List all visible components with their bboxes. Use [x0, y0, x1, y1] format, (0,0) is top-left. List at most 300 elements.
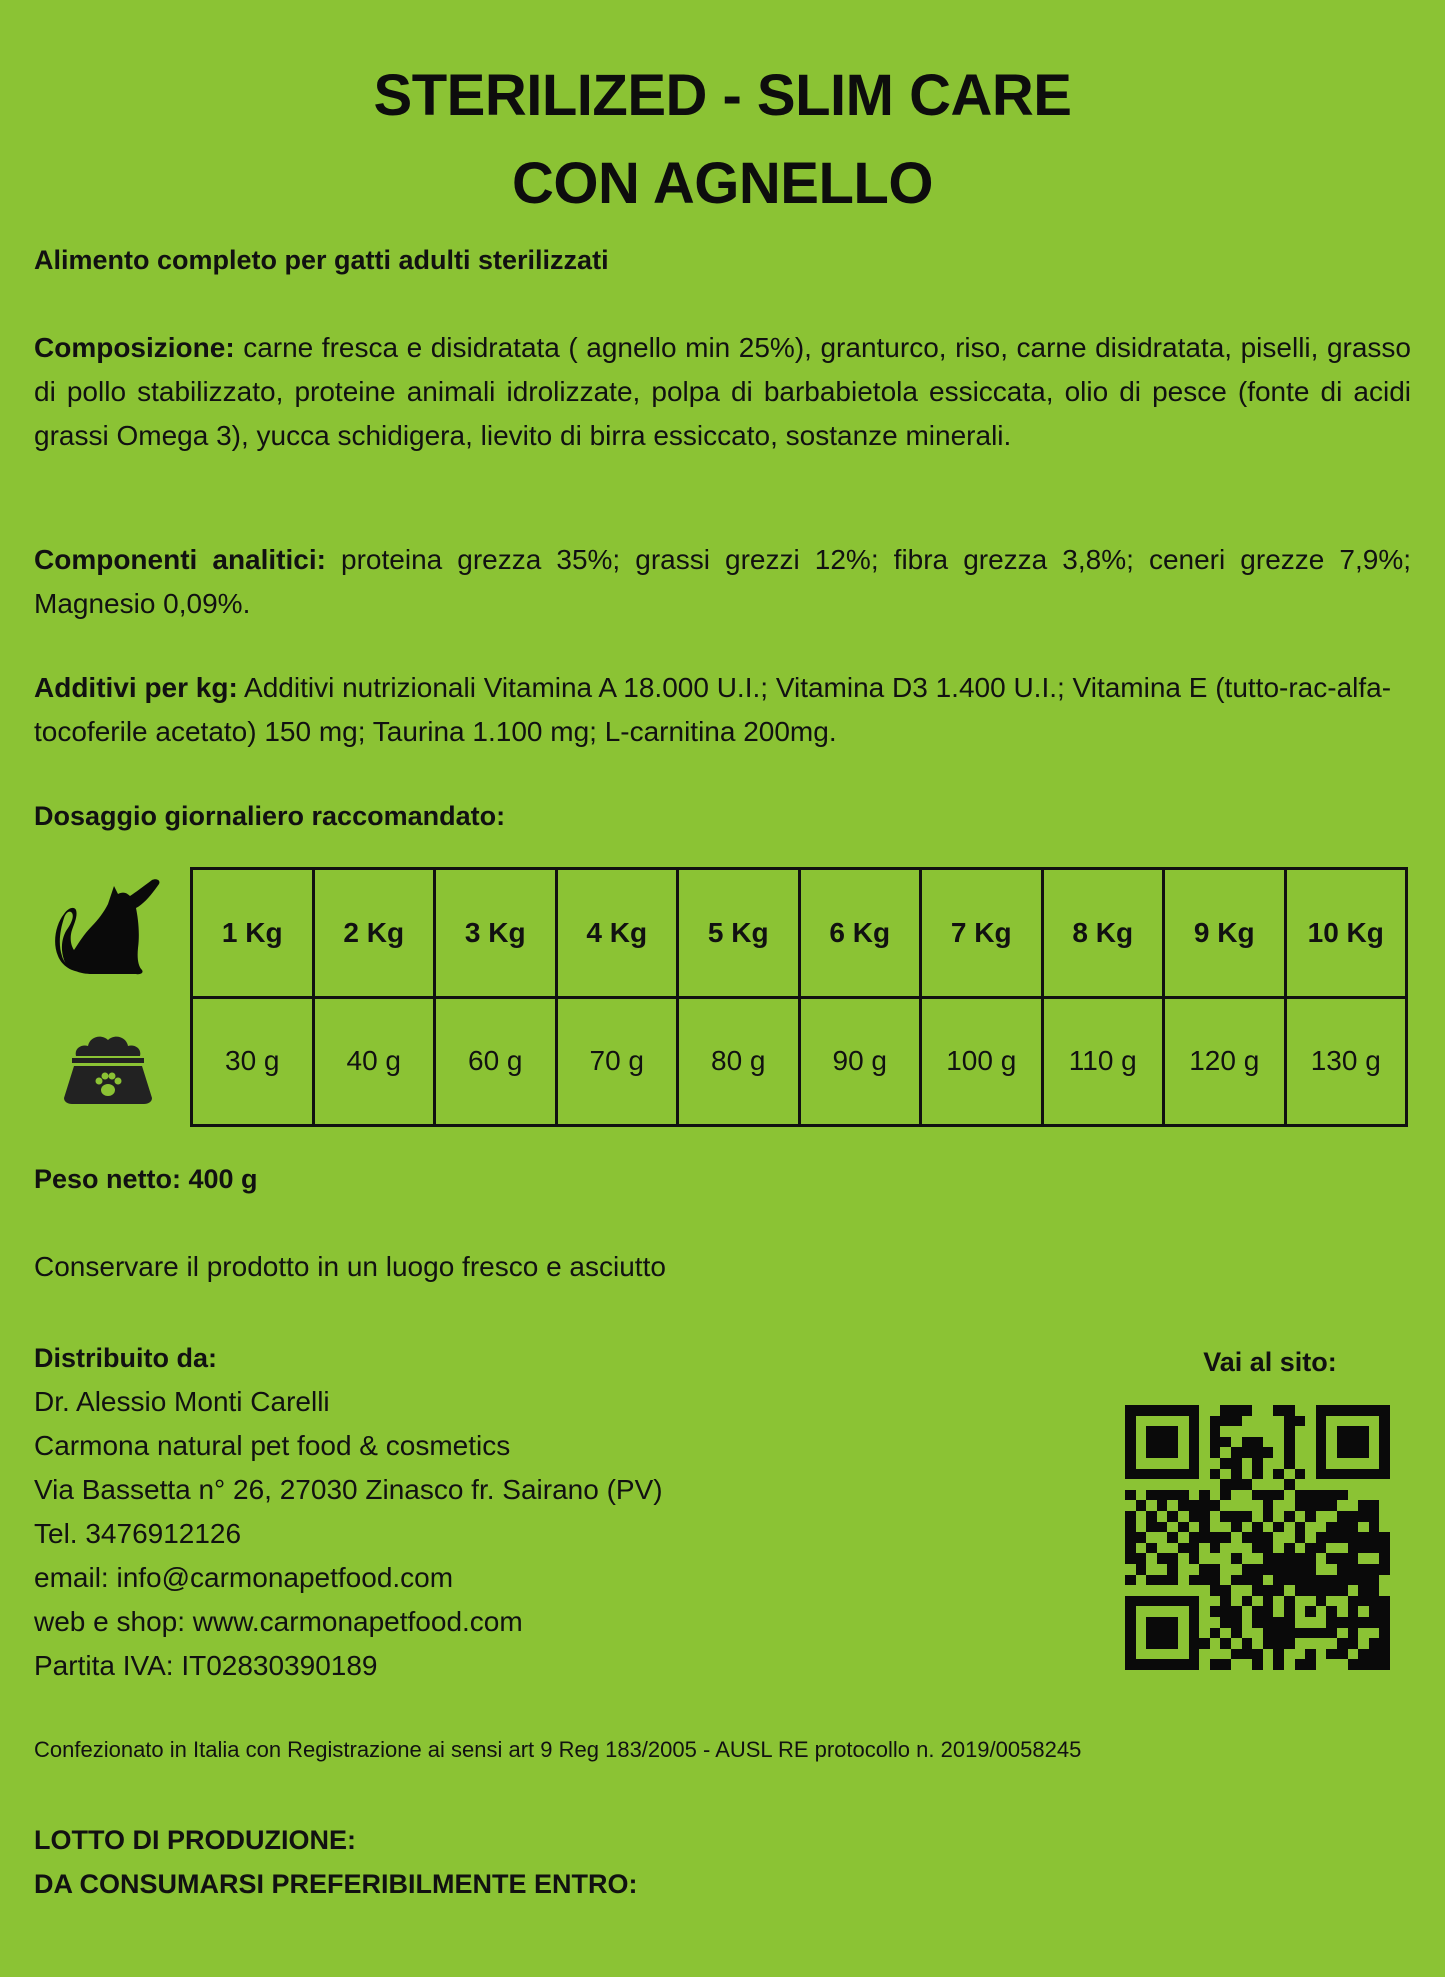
qr-module — [1220, 1638, 1231, 1649]
qr-module — [1125, 1659, 1136, 1670]
qr-module — [1231, 1638, 1242, 1649]
qr-module — [1348, 1659, 1359, 1670]
qr-module — [1305, 1416, 1316, 1427]
qr-module — [1326, 1532, 1337, 1543]
qr-module — [1316, 1575, 1327, 1586]
qr-module — [1263, 1437, 1274, 1448]
qr-module — [1125, 1511, 1136, 1522]
qr-module — [1210, 1659, 1221, 1670]
qr-module — [1305, 1585, 1316, 1596]
distributor-email: email: info@carmonapetfood.com — [34, 1562, 454, 1593]
qr-module — [1295, 1405, 1306, 1416]
qr-module — [1284, 1649, 1295, 1660]
qr-module — [1231, 1479, 1242, 1490]
qr-module — [1167, 1458, 1178, 1469]
qr-module — [1231, 1532, 1242, 1543]
analytical-text: proteina grezza 35%; grassi grezzi 12%; fibra grezza 3,8%; ceneri grezze 7,9%; Magnesio 0,09%. — [34, 544, 1411, 619]
qr-module — [1316, 1596, 1327, 1607]
qr-module — [1231, 1564, 1242, 1575]
qr-module — [1242, 1553, 1253, 1564]
qr-module — [1263, 1564, 1274, 1575]
qr-module — [1136, 1511, 1147, 1522]
qr-module — [1337, 1500, 1348, 1511]
qr-module — [1231, 1437, 1242, 1448]
qr-module — [1146, 1532, 1157, 1543]
qr-module — [1189, 1543, 1200, 1554]
qr-module — [1316, 1606, 1327, 1617]
qr-module — [1146, 1617, 1157, 1628]
qr-module — [1242, 1469, 1253, 1480]
qr-module — [1231, 1659, 1242, 1670]
qr-module — [1273, 1606, 1284, 1617]
weight-cell: 4 Kg — [556, 869, 678, 998]
qr-module — [1379, 1543, 1390, 1554]
qr-label: Vai al sito: — [1203, 1347, 1337, 1377]
qr-module — [1199, 1458, 1210, 1469]
qr-module — [1210, 1617, 1221, 1628]
qr-module — [1284, 1479, 1295, 1490]
qr-module — [1178, 1479, 1189, 1490]
qr-module — [1199, 1617, 1210, 1628]
qr-module — [1369, 1628, 1380, 1639]
additives-section — [34, 666, 1411, 754]
qr-module — [1146, 1447, 1157, 1458]
qr-module — [1295, 1447, 1306, 1458]
qr-module — [1125, 1437, 1136, 1448]
qr-module — [1167, 1405, 1178, 1416]
qr-module — [1284, 1638, 1295, 1649]
qr-module — [1273, 1405, 1284, 1416]
qr-module — [1199, 1522, 1210, 1533]
qr-module — [1358, 1532, 1369, 1543]
qr-module — [1284, 1543, 1295, 1554]
weight-cell: 2 Kg — [313, 869, 435, 998]
qr-module — [1220, 1469, 1231, 1480]
qr-module — [1326, 1469, 1337, 1480]
qr-module — [1348, 1490, 1359, 1501]
qr-module — [1199, 1649, 1210, 1660]
qr-module — [1337, 1511, 1348, 1522]
qr-module — [1189, 1532, 1200, 1543]
qr-module — [1189, 1617, 1200, 1628]
qr-module — [1337, 1447, 1348, 1458]
qr-module — [1210, 1638, 1221, 1649]
qr-module — [1305, 1511, 1316, 1522]
qr-module — [1178, 1553, 1189, 1564]
qr-module — [1369, 1479, 1380, 1490]
qr-module — [1189, 1585, 1200, 1596]
qr-module — [1284, 1564, 1295, 1575]
qr-module — [1379, 1479, 1390, 1490]
qr-module — [1379, 1585, 1390, 1596]
qr-module — [1231, 1522, 1242, 1533]
qr-module — [1379, 1416, 1390, 1427]
qr-module — [1284, 1659, 1295, 1670]
qr-module — [1242, 1500, 1253, 1511]
qr-module — [1379, 1500, 1390, 1511]
qr-module — [1242, 1458, 1253, 1469]
qr-module — [1146, 1543, 1157, 1554]
qr-module — [1231, 1490, 1242, 1501]
qr-module — [1263, 1553, 1274, 1564]
qr-module — [1316, 1437, 1327, 1448]
qr-module — [1295, 1659, 1306, 1670]
analytical-label: Componenti analitici: — [34, 544, 326, 575]
qr-module — [1326, 1543, 1337, 1554]
qr-module — [1295, 1638, 1306, 1649]
qr-module — [1136, 1564, 1147, 1575]
qr-module — [1326, 1416, 1337, 1427]
qr-module — [1369, 1522, 1380, 1533]
distributor-address: Via Bassetta n° 26, 27030 Zinasco fr. Sairano (PV) — [34, 1474, 663, 1505]
qr-module — [1305, 1447, 1316, 1458]
qr-module — [1358, 1437, 1369, 1448]
qr-module — [1252, 1575, 1263, 1586]
qr-module — [1337, 1628, 1348, 1639]
qr-module — [1220, 1617, 1231, 1628]
product-title-line2: CON AGNELLO — [512, 151, 933, 216]
qr-module — [1326, 1564, 1337, 1575]
qr-module — [1167, 1585, 1178, 1596]
qr-module — [1199, 1532, 1210, 1543]
cat-icon — [52, 878, 167, 978]
weight-cell: 7 Kg — [921, 869, 1043, 998]
qr-module — [1178, 1405, 1189, 1416]
qr-module — [1125, 1447, 1136, 1458]
qr-module — [1369, 1532, 1380, 1543]
qr-module — [1189, 1649, 1200, 1660]
qr-module — [1136, 1617, 1147, 1628]
qr-module — [1252, 1617, 1263, 1628]
qr-module — [1305, 1479, 1316, 1490]
qr-module — [1167, 1659, 1178, 1670]
qr-module — [1305, 1564, 1316, 1575]
qr-module — [1263, 1575, 1274, 1586]
qr-module — [1210, 1500, 1221, 1511]
qr-module — [1157, 1500, 1168, 1511]
qr-module — [1369, 1659, 1380, 1670]
qr-module — [1284, 1447, 1295, 1458]
qr-module — [1178, 1659, 1189, 1670]
qr-module — [1284, 1500, 1295, 1511]
qr-module — [1316, 1553, 1327, 1564]
qr-module — [1358, 1426, 1369, 1437]
qr-module — [1295, 1532, 1306, 1543]
qr-module — [1348, 1447, 1359, 1458]
qr-module — [1337, 1575, 1348, 1586]
qr-module — [1199, 1426, 1210, 1437]
qr-module — [1263, 1638, 1274, 1649]
qr-module — [1348, 1649, 1359, 1660]
qr-module — [1348, 1458, 1359, 1469]
qr-module — [1263, 1532, 1274, 1543]
qr-module — [1242, 1447, 1253, 1458]
qr-module — [1242, 1606, 1253, 1617]
qr-module — [1337, 1606, 1348, 1617]
qr-module — [1295, 1628, 1306, 1639]
qr-module — [1369, 1458, 1380, 1469]
qr-module — [1242, 1543, 1253, 1554]
qr-module — [1295, 1426, 1306, 1437]
qr-module — [1167, 1500, 1178, 1511]
qr-module — [1273, 1564, 1284, 1575]
qr-module — [1305, 1596, 1316, 1607]
qr-module — [1348, 1479, 1359, 1490]
qr-module — [1167, 1564, 1178, 1575]
qr-module — [1379, 1458, 1390, 1469]
qr-module — [1316, 1469, 1327, 1480]
qr-module — [1189, 1437, 1200, 1448]
qr-module — [1231, 1606, 1242, 1617]
qr-module — [1305, 1659, 1316, 1670]
storage-note: Conservare il prodotto in un luogo fresco e asciutto — [34, 1251, 666, 1282]
qr-module — [1305, 1490, 1316, 1501]
qr-module — [1369, 1437, 1380, 1448]
qr-module — [1210, 1447, 1221, 1458]
qr-module — [1136, 1575, 1147, 1586]
qr-module — [1242, 1532, 1253, 1543]
qr-module — [1252, 1564, 1263, 1575]
qr-module — [1146, 1469, 1157, 1480]
dosage-table — [190, 867, 1408, 1127]
qr-module — [1231, 1426, 1242, 1437]
qr-module — [1167, 1490, 1178, 1501]
qr-module — [1348, 1500, 1359, 1511]
qr-module — [1167, 1447, 1178, 1458]
qr-module — [1369, 1585, 1380, 1596]
qr-module — [1220, 1564, 1231, 1575]
qr-module — [1379, 1437, 1390, 1448]
qr-module — [1157, 1575, 1168, 1586]
qr-module — [1337, 1416, 1348, 1427]
qr-module — [1189, 1500, 1200, 1511]
qr-module — [1348, 1522, 1359, 1533]
qr-module — [1157, 1458, 1168, 1469]
qr-module — [1231, 1649, 1242, 1660]
qr-module — [1284, 1532, 1295, 1543]
qr-module — [1316, 1659, 1327, 1670]
qr-module — [1167, 1649, 1178, 1660]
qr-module — [1125, 1532, 1136, 1543]
qr-module — [1252, 1437, 1263, 1448]
qr-module — [1326, 1437, 1337, 1448]
qr-module — [1284, 1511, 1295, 1522]
additives-label: Additivi per kg: — [34, 672, 238, 703]
qr-module — [1146, 1659, 1157, 1670]
qr-module — [1379, 1649, 1390, 1660]
qr-module — [1178, 1458, 1189, 1469]
qr-module — [1337, 1458, 1348, 1469]
qr-module — [1157, 1405, 1168, 1416]
qr-module — [1348, 1437, 1359, 1448]
qr-module — [1252, 1659, 1263, 1670]
qr-module — [1220, 1416, 1231, 1427]
qr-module — [1136, 1522, 1147, 1533]
qr-module — [1252, 1543, 1263, 1554]
weight-cell: 5 Kg — [678, 869, 800, 998]
qr-module — [1231, 1543, 1242, 1554]
qr-module — [1210, 1469, 1221, 1480]
qr-module — [1379, 1596, 1390, 1607]
qr-module — [1358, 1543, 1369, 1554]
qr-module — [1136, 1447, 1147, 1458]
additives-text: Additivi nutrizionali Vitamina A 18.000 U.I.; Vitamina D3 1.400 U.I.; Vitamina E (tutto-rac-alfa-tocoferile acetato) 150 mg; Taurina 1.100 mg; L-carnitina 200mg. — [34, 672, 1392, 747]
qr-module — [1157, 1659, 1168, 1670]
qr-module — [1295, 1596, 1306, 1607]
qr-module — [1337, 1479, 1348, 1490]
qr-module — [1125, 1543, 1136, 1554]
qr-module — [1146, 1628, 1157, 1639]
qr-module — [1146, 1479, 1157, 1490]
qr-module — [1146, 1511, 1157, 1522]
grams-cell: 90 g — [799, 997, 921, 1126]
qr-module — [1220, 1490, 1231, 1501]
qr-module — [1189, 1511, 1200, 1522]
composition-section — [34, 326, 1411, 458]
qr-module — [1199, 1490, 1210, 1501]
composition-label: Composizione: — [34, 332, 235, 363]
qr-module — [1242, 1479, 1253, 1490]
qr-module — [1146, 1575, 1157, 1586]
qr-module — [1146, 1585, 1157, 1596]
qr-module — [1210, 1437, 1221, 1448]
qr-module — [1231, 1458, 1242, 1469]
qr-module — [1358, 1522, 1369, 1533]
qr-module — [1252, 1649, 1263, 1660]
qr-module — [1167, 1543, 1178, 1554]
qr-module — [1146, 1522, 1157, 1533]
qr-module — [1316, 1405, 1327, 1416]
qr-module — [1337, 1596, 1348, 1607]
qr-module — [1157, 1638, 1168, 1649]
qr-module — [1369, 1617, 1380, 1628]
qr-module — [1125, 1416, 1136, 1427]
qr-module — [1199, 1564, 1210, 1575]
qr-module — [1273, 1522, 1284, 1533]
qr-module — [1305, 1606, 1316, 1617]
qr-module — [1348, 1585, 1359, 1596]
qr-module — [1358, 1416, 1369, 1427]
qr-module — [1369, 1426, 1380, 1437]
qr-module — [1189, 1659, 1200, 1670]
qr-module — [1220, 1659, 1231, 1670]
qr-code[interactable] — [1125, 1405, 1390, 1670]
qr-module — [1189, 1628, 1200, 1639]
qr-module — [1295, 1606, 1306, 1617]
qr-module — [1178, 1469, 1189, 1480]
qr-module — [1326, 1458, 1337, 1469]
qr-module — [1210, 1553, 1221, 1564]
qr-module — [1273, 1416, 1284, 1427]
qr-module — [1284, 1606, 1295, 1617]
grams-cell: 40 g — [313, 997, 435, 1126]
qr-module — [1178, 1416, 1189, 1427]
qr-module — [1231, 1469, 1242, 1480]
qr-module — [1199, 1469, 1210, 1480]
qr-module — [1252, 1469, 1263, 1480]
qr-module — [1263, 1490, 1274, 1501]
qr-module — [1242, 1575, 1253, 1586]
qr-module — [1326, 1500, 1337, 1511]
qr-module — [1379, 1553, 1390, 1564]
qr-module — [1252, 1458, 1263, 1469]
qr-module — [1358, 1553, 1369, 1564]
qr-module — [1337, 1522, 1348, 1533]
qr-module — [1242, 1596, 1253, 1607]
qr-module — [1305, 1575, 1316, 1586]
qr-module — [1369, 1405, 1380, 1416]
qr-module — [1369, 1416, 1380, 1427]
qr-module — [1273, 1532, 1284, 1543]
qr-module — [1358, 1458, 1369, 1469]
qr-module — [1295, 1575, 1306, 1586]
qr-module — [1157, 1522, 1168, 1533]
qr-module — [1358, 1649, 1369, 1660]
qr-module — [1369, 1606, 1380, 1617]
qr-module — [1348, 1638, 1359, 1649]
qr-module — [1178, 1649, 1189, 1660]
qr-module — [1178, 1585, 1189, 1596]
qr-module — [1125, 1564, 1136, 1575]
qr-module — [1273, 1649, 1284, 1660]
qr-module — [1316, 1617, 1327, 1628]
qr-module — [1231, 1500, 1242, 1511]
qr-module — [1125, 1575, 1136, 1586]
qr-module — [1263, 1447, 1274, 1458]
qr-module — [1358, 1500, 1369, 1511]
qr-module — [1284, 1553, 1295, 1564]
qr-module — [1337, 1617, 1348, 1628]
qr-module — [1358, 1469, 1369, 1480]
qr-module — [1210, 1522, 1221, 1533]
qr-module — [1273, 1596, 1284, 1607]
qr-module — [1231, 1447, 1242, 1458]
qr-module — [1242, 1405, 1253, 1416]
qr-module — [1252, 1532, 1263, 1543]
qr-module — [1348, 1511, 1359, 1522]
qr-module — [1242, 1649, 1253, 1660]
qr-module — [1220, 1596, 1231, 1607]
qr-module — [1284, 1628, 1295, 1639]
qr-module — [1273, 1490, 1284, 1501]
qr-module — [1125, 1469, 1136, 1480]
qr-module — [1167, 1628, 1178, 1639]
qr-module — [1157, 1596, 1168, 1607]
qr-module — [1358, 1447, 1369, 1458]
qr-module — [1220, 1426, 1231, 1437]
qr-module — [1220, 1458, 1231, 1469]
qr-module — [1379, 1469, 1390, 1480]
qr-module — [1157, 1606, 1168, 1617]
qr-module — [1295, 1500, 1306, 1511]
qr-module — [1199, 1416, 1210, 1427]
qr-module — [1326, 1405, 1337, 1416]
qr-module — [1189, 1564, 1200, 1575]
qr-module — [1263, 1617, 1274, 1628]
qr-module — [1231, 1553, 1242, 1564]
grams-cell: 30 g — [192, 997, 314, 1126]
qr-module — [1379, 1659, 1390, 1670]
qr-module — [1210, 1575, 1221, 1586]
qr-module — [1295, 1564, 1306, 1575]
qr-module — [1231, 1405, 1242, 1416]
qr-module — [1199, 1405, 1210, 1416]
qr-module — [1189, 1426, 1200, 1437]
weight-cell: 3 Kg — [435, 869, 557, 998]
qr-module — [1273, 1628, 1284, 1639]
qr-module — [1305, 1437, 1316, 1448]
qr-module — [1220, 1511, 1231, 1522]
